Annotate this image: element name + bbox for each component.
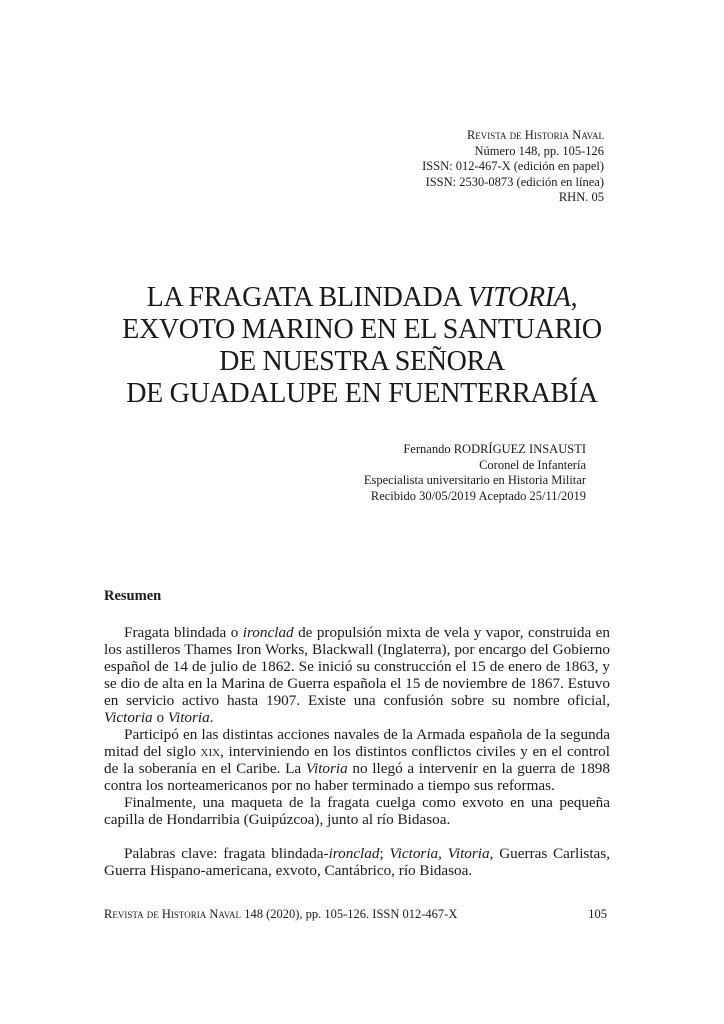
issn-print: ISSN: 012-467-X (edición en papel) [422,159,604,173]
title-line-3: DE NUESTRA SEÑORA [219,346,505,377]
keywords: Palabras clave: fragata blindada-ironclad; Victoria, Vitoria, Guerras Carlistas, Guerra Hispano-americana, exvoto, Cantábrico, río Bidasoa. [104,845,610,879]
received-accepted-dates: Recibido 30/05/2019 Aceptado 25/11/2019 [370,488,586,503]
abstract-paragraph-2: Participó en las distintas acciones navales de la Armada española de la segunda mitad del siglo xix, interviniendo en los distintos conflictos civiles y en el control de la soberanía en el Caribe. La Vitoria no llegó a intervenir en la guerra de 1898 contra los norteamericanos por no haber terminado a tiempo sus reformas. [104,726,610,794]
title-line-2: EXVOTO MARINO EN EL SANTUARIO [122,314,602,345]
abstract-paragraph-3: Finalmente, una maqueta de la fragata cuelga como exvoto en una pequeña capilla de Hondarribia (Guipúzcoa), junto al río Bidasoa. [104,794,610,828]
abstract-body [104,624,610,879]
page-footer [104,907,607,922]
author-name: Fernando RODRÍGUEZ INSAUSTI [403,442,586,456]
footer-citation: Revista de Historia Naval 148 (2020), pp. 105-126. ISSN 012-467-X [104,907,458,921]
abstract-paragraph-1: Fragata blindada o ironclad de propulsión mixta de vela y vapor, construida en los astilleros Thames Iron Works, Blackwall (Inglaterra), por encargo del Gobierno español de 14 de julio de 1862. Se inició su construcción el 15 de enero de 1863, y se dio de alta en la Marina de Guerra española el 15 de noviembre de 1867. Estuvo en servicio activo hasta 1907. Existe una confusión sobre su nombre oficial, Victoria o Vitoria. [104,624,611,726]
author-info [364,442,586,504]
abstract-heading: Resumen [104,588,162,604]
rhn-code: RHN. 05 [558,190,604,204]
issue-info: Número 148, pp. 105-126 [474,143,604,158]
title-ship-name: VITORIA [467,282,571,313]
title-line-1: LA FRAGATA BLINDADA VITORIA, [146,282,578,313]
journal-name: Revista de Historia Naval [466,128,604,142]
journal-header [422,128,604,206]
author-role: Especialista universitario en Historia Militar [363,473,586,487]
author-rank: Coronel de Infantería [479,457,586,472]
issn-online: ISSN: 2530-0873 (edición en línea) [425,174,604,189]
page-number: 105 [588,907,607,921]
title-line-4: DE GUADALUPE EN FUENTERRABÍA [126,378,598,409]
article-title [96,282,628,410]
